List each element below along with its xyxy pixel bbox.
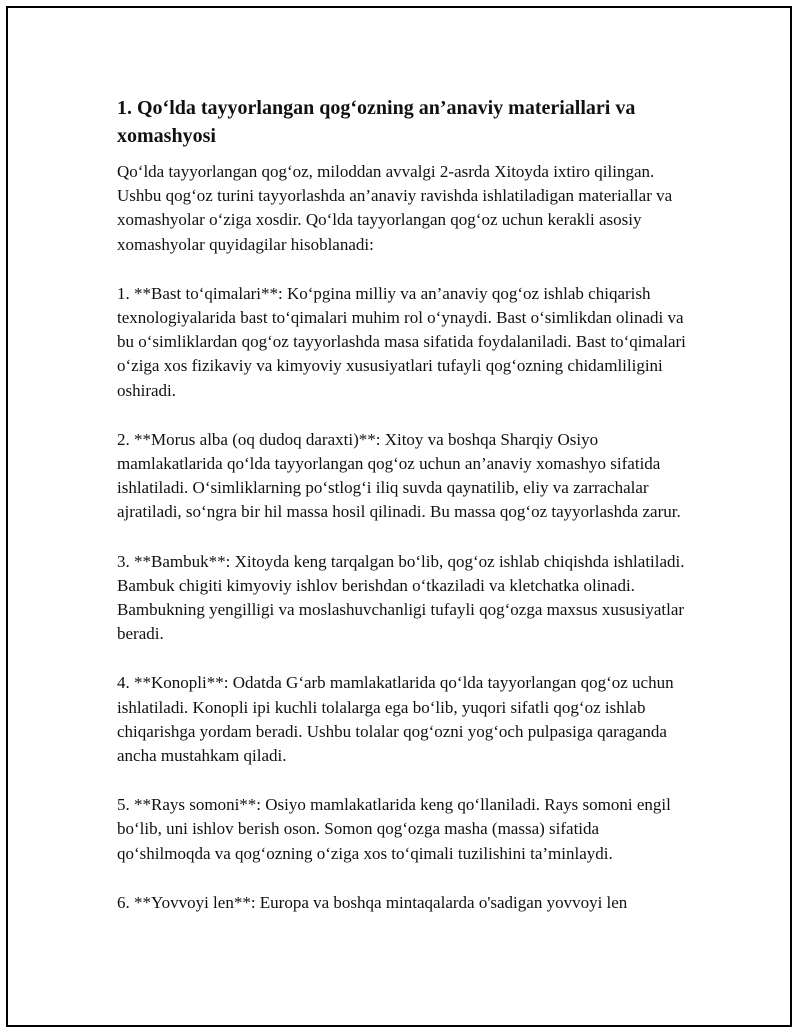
document-body	[117, 94, 687, 940]
intro-paragraph: Qo‘lda tayyorlangan qog‘oz, miloddan avvalgi 2-asrda Xitoyda ixtiro qilingan. Ushbu qog‘oz turini tayyorlashda an’anaviy ravishda ishlatiladigan materiallar va xomashyolar o‘ziga xosdir. Qo‘lda tayyorlangan qog‘oz uchun kerakli asosiy xomashyolar quyidagilar hisoblanadi:	[117, 162, 673, 254]
list-item-bambuk: 3. **Bambuk**: Xitoyda keng tarqalgan bo‘lib, qog‘oz ishlab chiqishda ishlatiladi. Bambuk chigiti kimyoviy ishlov berishdan o‘tkaziladi va kletchatka olinadi. Bambukning yengilligi va moslashuvchanligi tufayli qog‘ozga maxsus xususiyatlar beradi.	[117, 551, 685, 644]
section-heading: 1. Qo‘lda tayyorlangan qog‘ozning an’anaviy materiallari va xomashyosi	[117, 97, 636, 147]
list-item-konopli: 4. **Konopli**: Odatda G‘arb mamlakatlarida qo‘lda tayyorlangan qog‘oz uchun ishlatiladi. Konopli ipi kuchli tolalarga ega bo‘lib, yuqori sifatli qog‘oz ishlab chiqarishga yordam beradi. Ushbu tolalar qog‘ozni yog‘och pulpasiga qaraganda ancha mustahkam qiladi.	[117, 673, 674, 766]
list-item-yovvoyi-len: 6. **Yovvoyi len**: Europa va boshqa mintaqalarda o'sadigan yovvoyi len	[117, 892, 628, 912]
list-item-bast: 1. **Bast to‘qimalari**: Ko‘pgina milliy va an’anaviy qog‘oz ishlab chiqarish texnologiyalarida bast to‘qimalari muhim rol o‘ynaydi. Bast o‘simlikdan olinadi va bu o‘simliklardan qog‘oz tayyorlashda masa sifatida foydalaniladi. Bast to‘qimalari o‘ziga xos fizikaviy va kimyoviy xususiyatlari tufayli qog‘ozning chidamliligini oshiradi.	[117, 283, 686, 400]
list-item-morus-alba: 2. **Morus alba (oq dudoq daraxti)**: Xitoy va boshqa Sharqiy Osiyo mamlakatlarida qo‘lda tayyorlangan qog‘oz uchun an’anaviy xomashyo sifatida ishlatiladi. O‘simliklarning po‘stlog‘i iliq suvda qaynatilib, eliy va zarrachalar ajratiladi, so‘ngra bir hil massa hosil qilinadi. Bu massa qog‘oz tayyorlashda zarur.	[117, 429, 681, 522]
list-item-rays-somoni: 5. **Rays somoni**: Osiyo mamlakatlarida keng qo‘llaniladi. Rays somoni engil bo‘lib, uni ishlov berish oson. Somon qog‘ozga masha (massa) sifatida qo‘shilmoqda va qog‘ozning o‘ziga xos to‘qimali tuzilishini ta’minlaydi.	[117, 795, 671, 863]
